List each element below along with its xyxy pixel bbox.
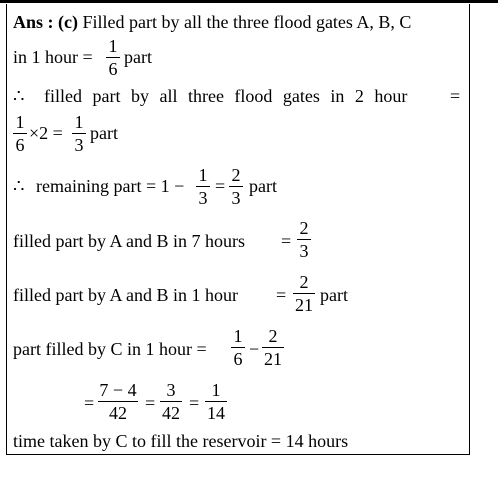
fraction-bar <box>293 293 315 294</box>
answer-line-1 <box>13 12 411 32</box>
fraction-numerator: 1 <box>15 112 25 132</box>
fraction-denominator: 6 <box>233 349 243 369</box>
fraction-bar <box>229 186 243 187</box>
fraction-numerator: 1 <box>233 326 243 346</box>
fraction-denominator: 6 <box>15 135 25 155</box>
fraction-numerator: 2 <box>299 272 309 292</box>
fraction-numerator: 1 <box>74 112 84 132</box>
fraction-bar <box>72 133 86 134</box>
fraction-one-sixth <box>106 36 120 79</box>
line-8-text: part filled by C in 1 hour = <box>13 339 207 359</box>
therefore-symbol: ∴ <box>13 86 25 106</box>
fraction-numerator: 1 <box>108 36 118 56</box>
line-5-therefore: ∴ <box>13 176 25 196</box>
line-7-equals: = <box>276 285 287 305</box>
line-4-times-two: ×2 = <box>29 123 63 143</box>
fraction-two-thirds <box>297 218 311 261</box>
line-5-text: remaining part = 1 − <box>36 176 185 196</box>
fraction-denominator: 3 <box>74 135 84 155</box>
fraction-denominator: 21 <box>295 295 313 315</box>
line-7-suffix: part <box>320 285 348 305</box>
line-1-text: Filled part by all the three flood gates A, B, C <box>82 12 412 32</box>
fraction-bar <box>106 57 120 58</box>
line-5-equals: = <box>215 176 226 196</box>
fraction-denominator: 21 <box>264 349 282 369</box>
fraction-numerator: 2 <box>268 326 278 346</box>
fraction-denominator: 6 <box>108 59 118 79</box>
fraction-one-third <box>196 165 210 208</box>
line-6-text: filled part by A and B in 7 hours <box>13 231 245 251</box>
line-7-text: filled part by A and B in 1 hour <box>13 285 238 305</box>
fraction-bar <box>13 133 27 134</box>
line-9-equals-3: = <box>189 393 200 413</box>
answer-label: Ans : (c) <box>13 12 78 32</box>
fraction-bar <box>297 239 311 240</box>
answer-box <box>6 4 470 455</box>
line-2-suffix: part <box>124 47 152 67</box>
fraction-three-over-42 <box>160 380 182 423</box>
top-rule <box>0 0 498 3</box>
fraction-bar <box>160 401 182 402</box>
fraction-two-twentyfirsts <box>262 326 284 369</box>
fraction-one-third <box>72 112 86 155</box>
fraction-seven-minus-four-over-42 <box>98 380 138 423</box>
line-10-text: time taken by C to fill the reservoir = 14 hours <box>13 431 349 451</box>
fraction-bar <box>98 401 138 402</box>
fraction-numerator: 2 <box>299 218 309 238</box>
line-3-text: filled part by all three flood gates in 2 hour <box>44 86 408 106</box>
fraction-bar <box>205 401 227 402</box>
fraction-numerator: 2 <box>231 165 241 185</box>
line-4-suffix: part <box>90 123 118 143</box>
fraction-one-sixth <box>231 326 245 369</box>
line-3 <box>13 86 24 106</box>
fraction-numerator: 1 <box>198 165 208 185</box>
line-9-equals-2: = <box>145 393 156 413</box>
fraction-one-sixth <box>13 112 27 155</box>
line-3-equals: = <box>450 86 461 106</box>
fraction-one-over-14 <box>205 380 227 423</box>
fraction-denominator: 3 <box>299 241 309 261</box>
fraction-two-thirds <box>229 165 243 208</box>
fraction-denominator: 3 <box>198 188 208 208</box>
fraction-numerator: 1 <box>211 380 221 400</box>
fraction-numerator: 7 − 4 <box>99 380 137 400</box>
fraction-denominator: 42 <box>162 403 180 423</box>
fraction-denominator: 14 <box>207 403 225 423</box>
fraction-denominator: 3 <box>231 188 241 208</box>
fraction-numerator: 3 <box>166 380 176 400</box>
line-8-minus: − <box>249 339 260 359</box>
fraction-bar <box>262 347 284 348</box>
line-5-suffix: part <box>249 176 277 196</box>
line-2-text: in 1 hour = <box>13 47 93 67</box>
line-9-equals-1: = <box>84 393 95 413</box>
fraction-bar <box>196 186 210 187</box>
fraction-two-twentyfirsts <box>293 272 315 315</box>
fraction-denominator: 42 <box>109 403 127 423</box>
fraction-bar <box>231 347 245 348</box>
line-6-equals: = <box>281 231 292 251</box>
